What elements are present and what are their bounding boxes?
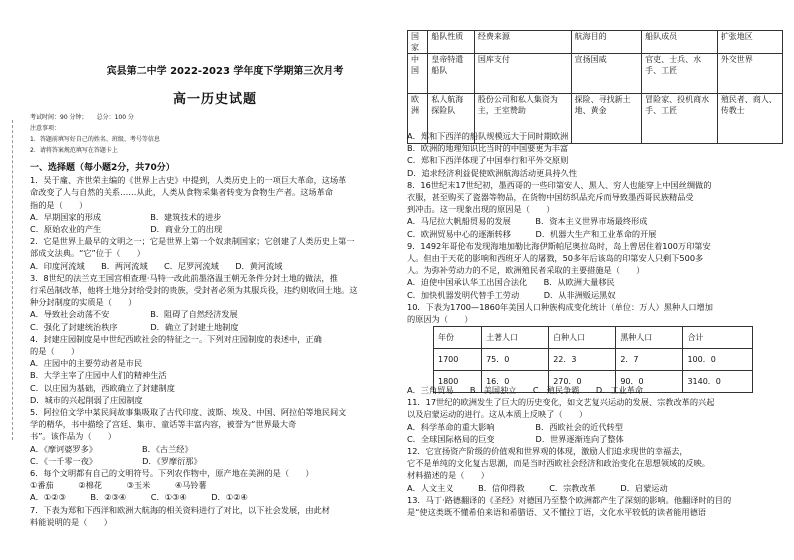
table-header: 年份	[434, 327, 482, 349]
question-line: 4．封建庄园制度是中世纪西欧社会的特征之一。下列对庄园制度的表述中，正确	[30, 333, 322, 344]
option-line: A．《摩诃婆罗多》 B．《古兰经》	[30, 443, 193, 454]
option-line: B．大学主宰了庄园中人们的精神生活	[30, 370, 167, 381]
question-line: 行采邑制改革，他将土地分封给受封的贵族，受封者必须为其服兵役，违约则收回土地。这	[30, 285, 358, 296]
table-cell: 外交世界	[717, 54, 782, 94]
option-line: A．①②③ B．②③④ C．①③④ D．①②④	[30, 492, 248, 503]
question-line: 部成文法典。“它”位于（ ）	[30, 248, 145, 259]
option-line: D．城市的兴起削弱了庄园制度	[30, 394, 143, 405]
table-cell: 股份公司和私人集资为主，王室赞助	[474, 94, 571, 144]
table-header: 航海目的	[571, 31, 641, 54]
question-line: 10．下表为1700—1860年美国人口种族构成变化统计（单位：万人）黑种人口增加	[407, 301, 713, 312]
table-cell: 3140．0	[683, 371, 753, 393]
question-line: 以及启蒙运动的进行。这从本质上反映了（ ）	[407, 409, 588, 420]
table-header: 国家	[408, 31, 428, 54]
question-line: 13．马丁·路德翻译的《圣经》对德国乃至整个欧洲都产生了深刻的影响。他翻译时的目的	[407, 494, 732, 505]
option-line: A．三角贸易 B．美国独立 C．殖民争霸 D．工业革命	[407, 385, 644, 395]
option-line: C．强化了封建统治秩序 D．确立了封建土地制度	[30, 321, 239, 332]
option-line: D．追求经济利益促使欧洲航海活动更具持久性	[407, 167, 578, 178]
exam-title: 高一历史试题	[172, 92, 257, 107]
question-line: 命改变了人与自然的关系……从此，人类从食物采集者转变为食物生产者。这场革命	[30, 187, 333, 198]
question-line: 是“使这类既不懂希伯来语和希腊语、又不懂拉丁语，文化水平较低的读者能用德语	[407, 507, 706, 518]
table-cell: 1800	[434, 371, 482, 393]
school-title: 宾县第二中学 2022-2023 学年度下学期第三次月考	[106, 66, 344, 77]
option-line: A．印度河流域 B．两河流域 C．尼罗河流域 D．黄河流域	[30, 260, 283, 271]
table-header: 扩张地区	[717, 31, 782, 54]
question-line: 7．下表为郑和下西洋和欧洲大航海的相关资料进行了对比，以下社会发展，由此材	[30, 504, 330, 515]
left-column	[30, 0, 400, 560]
exam-time: 考试时间：90 分钟； 总分：100 分	[30, 114, 134, 121]
option-line: C．欧洲贸易中心的逐渐转移 D．机器大生产和工业革命的开展	[407, 228, 657, 239]
question-line: 6．每个文明都有自己的文明符号。下列农作物中，原产地在美洲的是（ ）	[30, 468, 314, 479]
table-cell: 官吏、士兵、水手、工匠	[642, 54, 718, 94]
table-header: 合计	[683, 327, 753, 349]
option-line: A．早期国家的形成 B．建筑技术的进步	[30, 211, 222, 222]
option-line: C．原始农业的产生 D．商业分工的出现	[30, 224, 223, 235]
table-cell: 2．7	[616, 349, 683, 371]
table-cell: 宣扬国威	[571, 54, 641, 94]
table-cell: 75．0	[482, 349, 549, 371]
table-cell: 皇帝特遣船队	[428, 54, 475, 94]
question-line: 到冲击。这一现象出现的原因是（ ）	[407, 204, 555, 215]
table-header: 船队成员	[642, 31, 718, 54]
table-header-row	[434, 327, 753, 349]
question-line: 种分封制度的实质是（ ）	[30, 297, 137, 308]
table-header: 船队性质	[428, 31, 475, 54]
question-line: 8．16世纪末17世纪初，墨西哥的一些印第安人、黑人、穷人也能穿上中国丝绸做的	[407, 179, 712, 190]
table-cell: 270．0	[549, 371, 616, 393]
table-cell: 90．0	[616, 371, 683, 393]
right-questions-b	[407, 384, 783, 518]
table-cell: 16．0	[482, 371, 549, 393]
option-line: A．人文主义 B．信仰得救 C．宗教改革 D．启蒙运动	[407, 482, 668, 493]
option-line: C．全球国际格局的巨变 D．世界逐渐连向了整体	[407, 433, 624, 444]
table-row	[434, 349, 753, 371]
question-line: 的是（ ）	[30, 346, 80, 357]
option-line: A．马尼拉大帆船贸易的发展 B．资本主义世界市场最终形成	[407, 216, 648, 227]
binding-margin	[8, 120, 22, 440]
question-line: 9．1492年哥伦布发现海地加勒比海伊斯帕尼奥拉岛时，岛上曾居住着100万印第安	[407, 240, 711, 251]
option-line: A．庄园中的主要劳动者是市民	[30, 358, 143, 369]
table-header: 黑种人口	[616, 327, 683, 349]
option-line: ①番茄 ②棉花 ③玉米 ④马铃薯	[30, 480, 207, 491]
question-line: 学的精华，书中描绘了宫廷、集市、童话等丰富内容，被誉为“世界最大奇	[30, 419, 297, 430]
exam-meta	[30, 112, 400, 156]
note-1: 1．答题前填写好自己的姓名、班级、考号等信息	[30, 136, 160, 143]
table-cell: 欧洲	[408, 94, 428, 144]
table-cell: 殖民者、商人、传教士	[717, 94, 782, 144]
question-line: 指的是（ ）	[30, 199, 88, 210]
question-line: 书”。该作品为（ ）	[30, 431, 117, 442]
table-cell: 1700	[434, 349, 482, 371]
right-column	[405, 0, 785, 560]
table-cell: 中国	[408, 54, 428, 94]
option-line: A．迫使中国承认华工出国合法化 B．从欧洲大量移民	[407, 277, 615, 288]
question-line: 11．17世纪的欧洲发生了巨大的历史变化，如文艺复兴运动的发展、宗教改革的兴起	[407, 397, 715, 408]
question-line: 1．吴于廑、齐世荣主编的《世界上古史》中提到，人类历史上的一项巨大革命，这场革	[30, 175, 347, 186]
table-cell: 国库支付	[474, 54, 571, 94]
question-line: 人。为弥补劳动力的不足，欧洲殖民者采取的主要措施是（ ）	[407, 265, 645, 276]
question-line: 料能说明的是（ ）	[30, 516, 112, 527]
question-line: 2．它是世界上最早的文明之一；它是世界上第一个奴隶制国家；它创建了人类历史上第一	[30, 236, 355, 247]
option-line: A．导致社会动荡不安 B．阻碍了自然经济发展	[30, 309, 238, 320]
table-cell: 探险、寻找新土地、黄金	[571, 94, 641, 144]
left-questions	[30, 162, 400, 528]
right-questions-a	[407, 130, 783, 325]
table-header: 白种人口	[549, 327, 616, 349]
question-line: 12．它宣扬资产阶级的价值观和世界观的体现，激励人们追求现世的幸福去，	[407, 446, 688, 457]
option-line: C．郑和下西洋体现了中国奉行和平外交原则	[407, 155, 569, 166]
table-header: 土著人口	[482, 327, 549, 349]
question-line: 衣服，甚至购买了瓷器等物品，在货物中国纺织品充斥而导致墨西哥民族精品受	[407, 192, 694, 203]
table-row	[408, 54, 783, 94]
option-line: A．科学革命的重大影响 B．西欧社会的近代转型	[407, 421, 623, 432]
note-2: 2．请将答案规范填写在答题卡上	[30, 147, 118, 154]
cut-line	[12, 120, 13, 440]
table-cell: 冒险家、投机商水手、工匠	[642, 94, 718, 144]
voyage-comparison-table	[407, 30, 783, 144]
question-line: 5．阿拉伯文学中某民间故事集吸取了古代印度、波斯、埃及、中国、阿拉伯等地民间文	[30, 407, 347, 418]
table-cell: 100．0	[683, 349, 753, 371]
question-line: 3．8世纪的法兰克王国宫相查理·马特一改此前墨洛温王朝无条件分封土地的做法，推	[30, 272, 338, 283]
option-line: A．郑和下西洋的船队规模远大于同时期欧洲	[407, 131, 569, 141]
table-cell: 私人航海探险队	[428, 94, 475, 144]
option-line: B．欧洲的地理知识比当时的中国要更为丰富	[407, 143, 569, 154]
section-heading: 一、选择题（每小题2分，共70分）	[30, 163, 175, 173]
question-line: 材料描述的是（ ）	[407, 470, 489, 481]
option-line: C．以庄园为基础，西欧确立了封建制度	[30, 382, 175, 393]
table-cell: 22．3	[549, 349, 616, 371]
option-line: C．《一千零一夜》 D．《罗摩衍那》	[30, 455, 202, 466]
population-table	[433, 326, 753, 393]
notes-label: 注意事项：	[30, 125, 61, 132]
table-header: 经费来源	[474, 31, 571, 54]
table-header-row	[408, 31, 783, 54]
question-line: 人。但由于天花的影响和西班牙人的屠戮，50多年后该岛的印第安人只剩下500多	[407, 253, 704, 264]
question-line: 它不是单纯的文化复古思潮，而是当时西欧社会经济和政治变化在思想领域的反映。	[407, 458, 710, 469]
question-line: 的原因为（ ）	[407, 314, 473, 325]
option-line: C．加快机器发明代替手工劳动 D．从非洲贩运黑奴	[407, 289, 616, 300]
